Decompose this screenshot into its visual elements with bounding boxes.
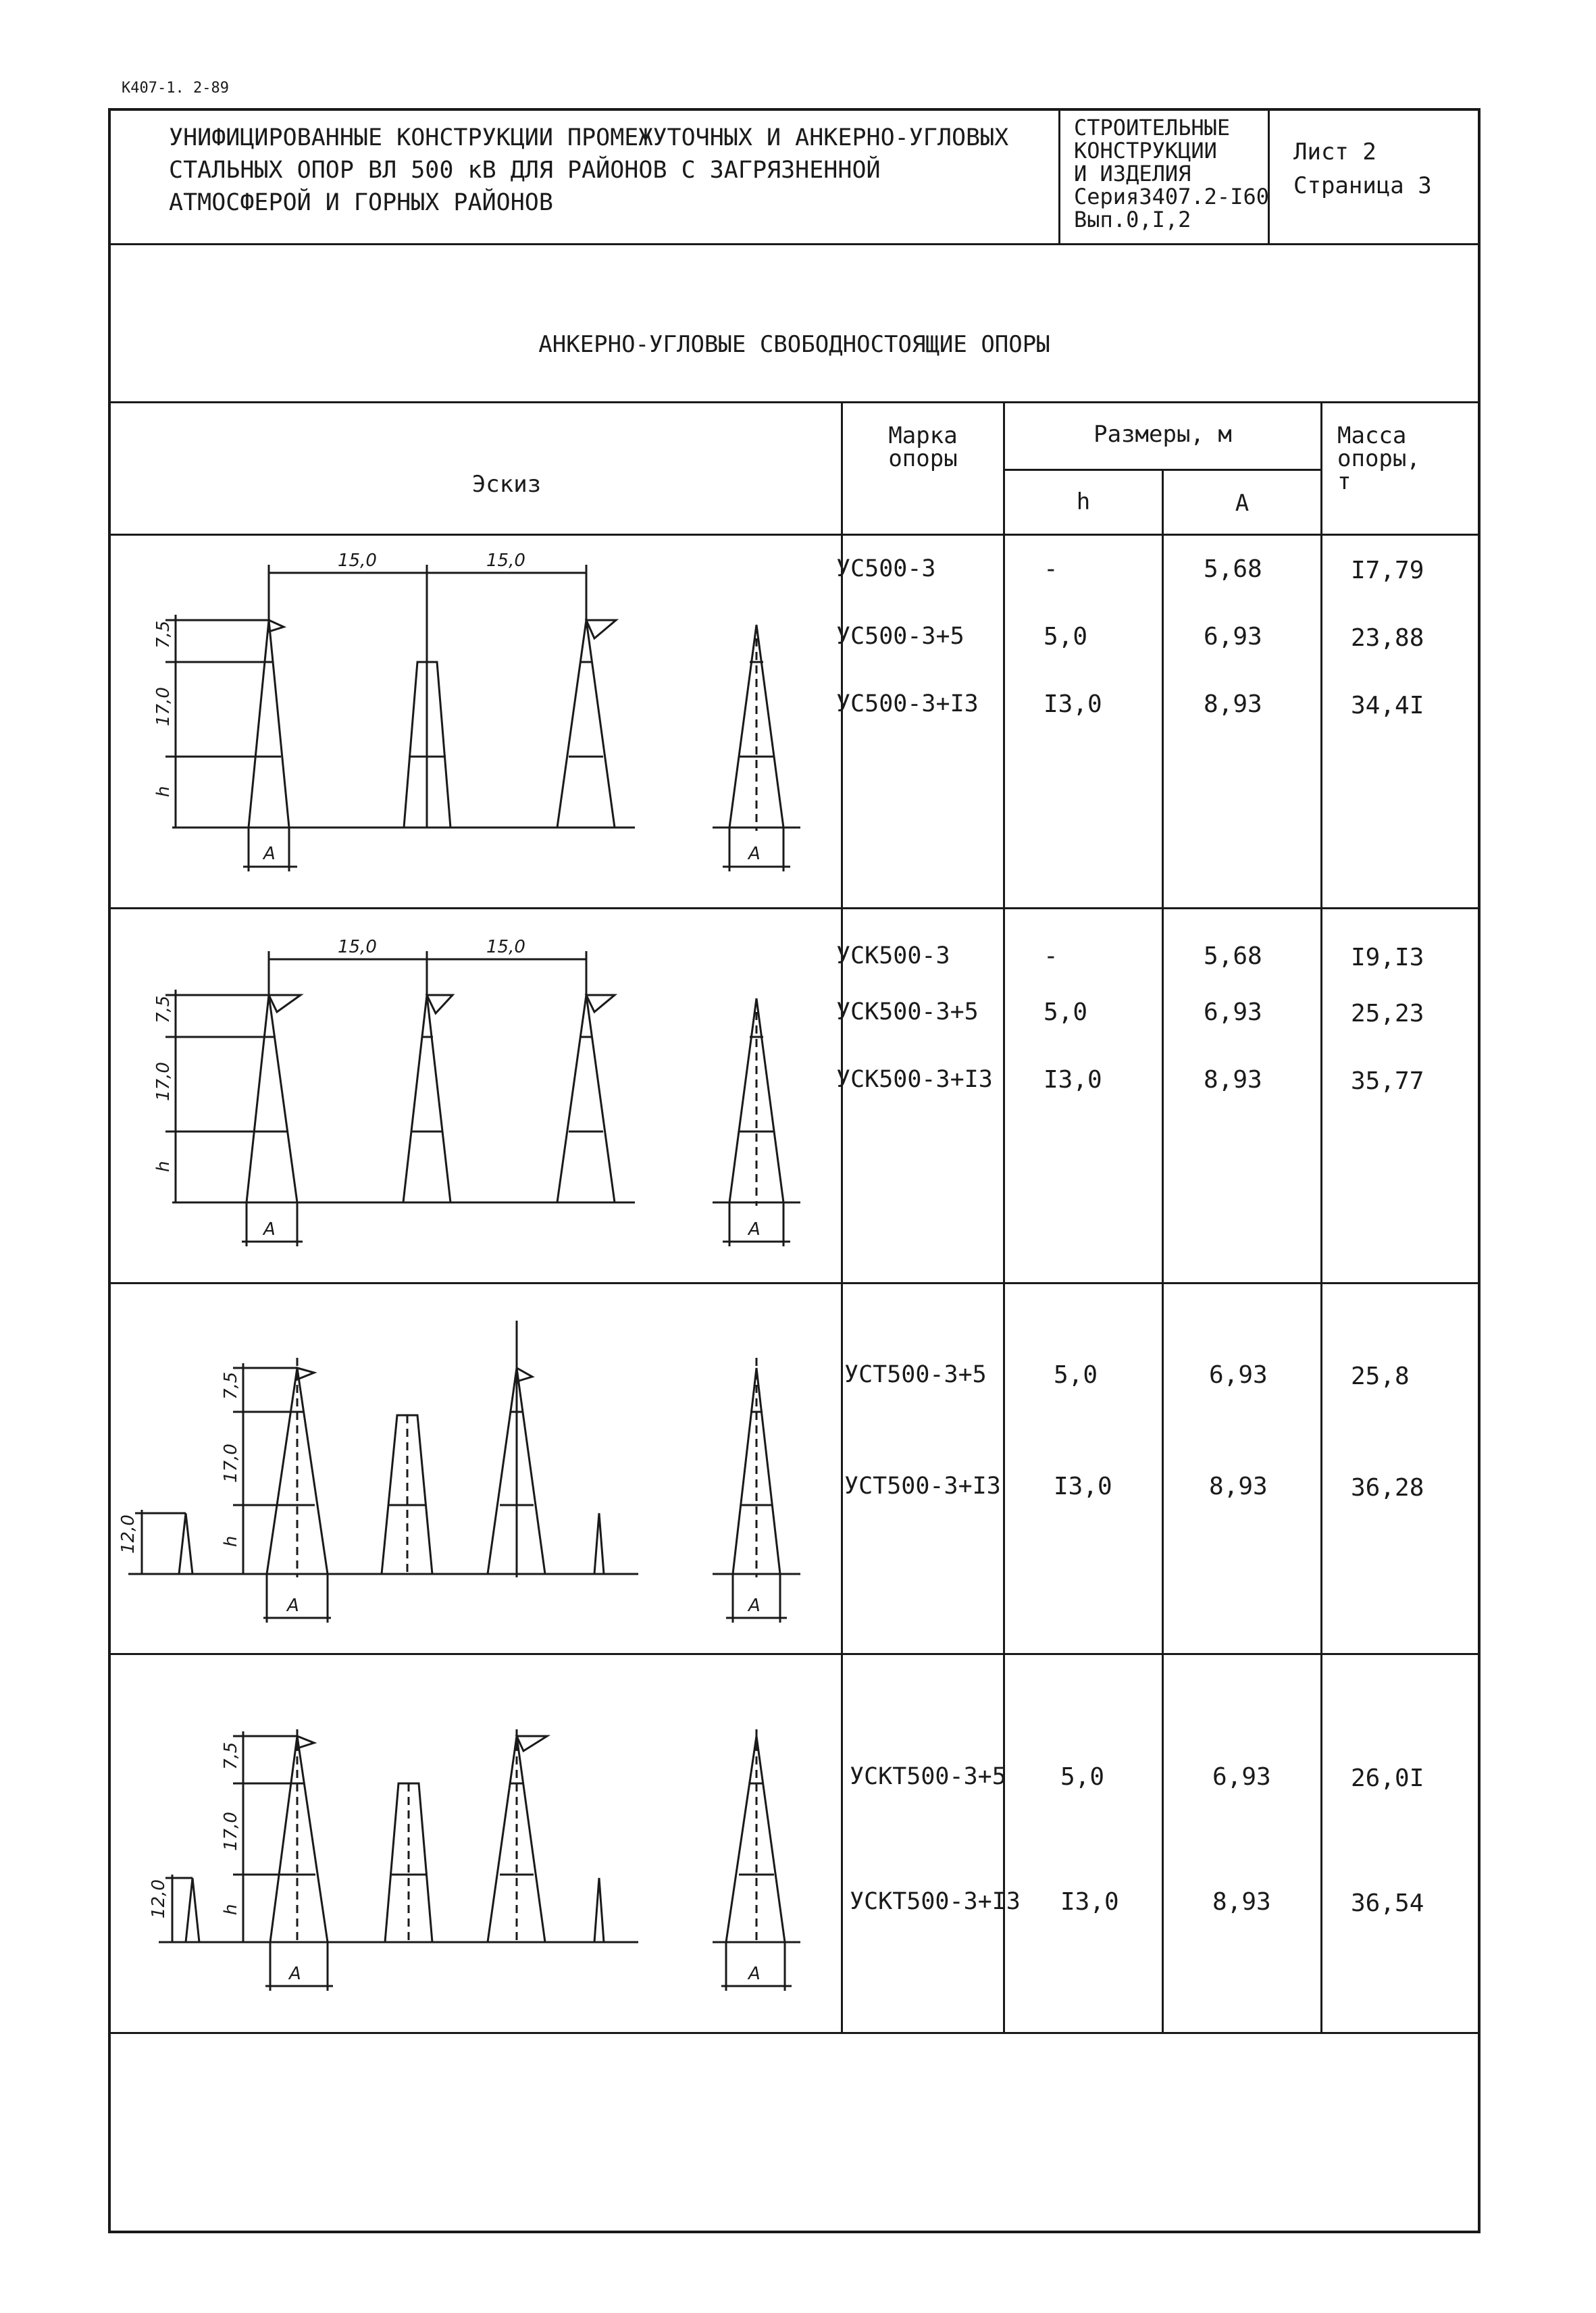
g1-row2-a: 6,93 <box>1204 623 1262 651</box>
g2-row3-a: 8,93 <box>1204 1066 1262 1094</box>
series-line-5: Вып.0,I,2 <box>1074 207 1191 232</box>
g1-row3-mark: УС500-3+I3 <box>836 690 979 717</box>
a-label-side: A <box>748 1219 761 1240</box>
sheet-number: Лист 2 <box>1293 138 1376 166</box>
header-mass-line-2: опоры, <box>1337 445 1420 472</box>
small-height-label: 12,0 <box>118 1515 138 1554</box>
top-height-label: 7,5 <box>221 1742 241 1770</box>
header-a: А <box>1235 490 1250 517</box>
g2-row2-h: 5,0 <box>1044 998 1088 1026</box>
g1-row1-a: 5,68 <box>1204 555 1262 583</box>
h-label: h <box>221 1904 241 1915</box>
g3-row2-mass: 36,28 <box>1351 1474 1424 1502</box>
g3-row1-h: 5,0 <box>1054 1361 1098 1389</box>
g3-row2-mark: УСТ500-3+I3 <box>844 1473 1001 1500</box>
series-line-4: Серия3407.2-I60 <box>1074 184 1269 209</box>
g4-row1-h: 5,0 <box>1060 1763 1105 1791</box>
g3-row2-a: 8,93 <box>1209 1473 1268 1500</box>
section-title: АНКЕРНО-УГЛОВЫЕ СВОБОДНОСТОЯЩИЕ ОПОРЫ <box>538 331 1050 358</box>
series-line-1: СТРОИТЕЛЬНЫЕ <box>1074 115 1231 141</box>
g2-row1-h: - <box>1044 942 1058 970</box>
g2-row2-mark: УСК500-3+5 <box>836 998 979 1025</box>
header-mass-line-3: т <box>1337 468 1352 495</box>
tower-outline <box>270 1736 328 1942</box>
small-tower-outline <box>594 1878 604 1942</box>
g1-row3-a: 8,93 <box>1204 690 1262 718</box>
g2-row1-mark: УСК500-3 <box>836 942 950 969</box>
a-label-side: A <box>748 844 761 864</box>
tower-flag <box>517 1736 547 1751</box>
header-h: h <box>1076 488 1091 515</box>
g2-row1-a: 5,68 <box>1204 942 1262 970</box>
g1-row3-mass: 34,4I <box>1351 692 1424 719</box>
mid-height-label: 17,0 <box>221 1812 241 1851</box>
a-label-side: A <box>748 1964 761 1984</box>
g1-row2-h: 5,0 <box>1044 623 1088 651</box>
g3-row1-mark: УСТ500-3+5 <box>844 1361 987 1388</box>
a-label: A <box>287 1596 299 1616</box>
a-label: A <box>263 1219 276 1240</box>
title-line-1: УНИФИЦИРОВАННЫЕ КОНСТРУКЦИИ ПРОМЕЖУТОЧНЫХ И АНКЕРНО-УГЛОВЫХ <box>169 124 1009 151</box>
g2-row2-a: 6,93 <box>1204 998 1262 1026</box>
g1-row2-mark: УС500-3+5 <box>836 623 964 650</box>
g2-row2-mass: 25,23 <box>1351 1000 1424 1027</box>
g4-row2-mass: 36,54 <box>1351 1889 1424 1917</box>
mid-height-label: 17,0 <box>153 1062 174 1101</box>
h-label: h <box>221 1535 241 1547</box>
g4-row1-a: 6,93 <box>1212 1763 1271 1791</box>
page-number: Страница 3 <box>1293 172 1432 199</box>
g4-row2-h: I3,0 <box>1060 1888 1119 1916</box>
header-dimensions: Размеры, м <box>1093 421 1232 448</box>
series-line-3: И ИЗДЕЛИЯ <box>1074 161 1191 186</box>
span-label-1: 15,0 <box>338 937 377 957</box>
g1-row3-h: I3,0 <box>1044 690 1102 718</box>
small-tower-outline <box>186 1878 199 1942</box>
header-sketch: Эскиз <box>471 471 542 498</box>
h-label: h <box>153 786 174 797</box>
g1-row1-mark: УС500-3 <box>836 555 936 582</box>
header-mark-line-1: Марка <box>888 422 958 449</box>
g2-row3-mass: 35,77 <box>1351 1067 1424 1095</box>
g1-row1-h: - <box>1044 555 1058 583</box>
tower-flag <box>297 1736 314 1748</box>
g3-row1-mass: 25,8 <box>1351 1363 1410 1390</box>
title-line-3: АТМОСФЕРОЙ И ГОРНЫХ РАЙОНОВ <box>169 189 553 216</box>
g4-row2-mark: УСКТ500-3+I3 <box>850 1888 1021 1915</box>
top-height-label: 7,5 <box>153 995 174 1023</box>
a-label: A <box>289 1964 301 1984</box>
span-label-2: 15,0 <box>486 937 525 957</box>
span-label-2: 15,0 <box>486 551 525 571</box>
title-line-2: СТАЛЬНЫХ ОПОР ВЛ 500 кВ ДЛЯ РАЙОНОВ С ЗАГРЯЗНЕННОЙ <box>169 157 881 184</box>
small-height-label: 12,0 <box>149 1879 169 1918</box>
g2-row1-mass: I9,I3 <box>1351 944 1424 971</box>
a-label-side: A <box>748 1596 761 1616</box>
header-mass-line-1: Масса <box>1337 422 1407 449</box>
series-line-2: КОНСТРУКЦИИ <box>1074 138 1217 163</box>
top-height-label: 7,5 <box>153 620 174 649</box>
g2-row3-mark: УСК500-3+I3 <box>836 1066 993 1093</box>
g3-row1-a: 6,93 <box>1209 1361 1268 1389</box>
mid-height-label: 17,0 <box>153 687 174 726</box>
top-height-label: 7,5 <box>221 1371 241 1400</box>
g4-row2-a: 8,93 <box>1212 1888 1271 1916</box>
a-label: A <box>263 844 276 864</box>
g1-row1-mass: I7,79 <box>1351 557 1424 584</box>
g4-row1-mass: 26,0I <box>1351 1764 1424 1792</box>
tower-outline <box>385 1783 432 1942</box>
g3-row2-h: I3,0 <box>1054 1473 1112 1500</box>
g2-row3-h: I3,0 <box>1044 1066 1102 1094</box>
g4-row1-mark: УСКТ500-3+5 <box>850 1763 1006 1790</box>
header-mark-line-2: опоры <box>888 445 958 472</box>
h-label: h <box>153 1161 174 1172</box>
document-code: К407-1. 2-89 <box>122 80 229 97</box>
span-label-1: 15,0 <box>338 551 377 571</box>
g1-row2-mass: 23,88 <box>1351 624 1424 652</box>
mid-height-label: 17,0 <box>221 1444 241 1483</box>
